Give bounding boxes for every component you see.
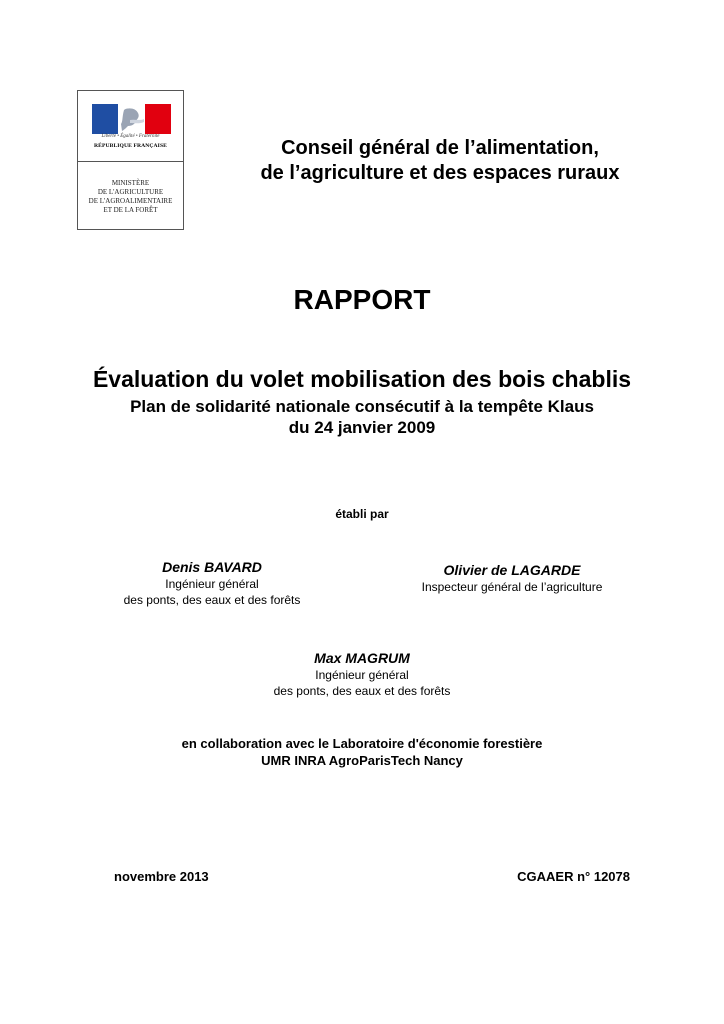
ministere-line: ET DE LA FORÊT [103,206,158,214]
ministere-line: MINISTÈRE [111,179,150,187]
ministere-line: DE L'AGROALIMENTAIRE [88,197,173,205]
collaboration-line-2: UMR INRA AgroParisTech Nancy [261,753,463,768]
logo-republique: RÉPUBLIQUE FRANÇAISE [93,143,168,149]
author-role: Inspecteur général de l’agriculture [421,580,603,594]
subtitle-line-1: Plan de solidarité nationale consécutif à la tempête Klaus [130,397,594,416]
logo-devise: Liberté • Égalité • Fraternité [101,134,160,139]
council-line-1: Conseil général de l’alimentation, [281,137,599,159]
flag-blue-band [92,104,118,134]
council-heading [230,136,650,186]
author-name: Olivier de LAGARDE [443,562,581,578]
report-title: Évaluation du volet mobilisation des bois chablis [92,366,632,392]
etabli-par-label: établi par [335,507,389,521]
marianne-block [78,91,183,162]
author-denis-bavard [92,558,332,608]
author-role: Ingénieur général [165,577,259,591]
author-role: des ponts, des eaux et des forêts [123,593,301,607]
collaboration-note [0,735,724,769]
author-olivier-de-lagarde [392,561,632,595]
report-reference: CGAAER n° 12078 [517,869,630,884]
ministry-logo [77,90,184,230]
flag-red-band [145,104,171,134]
author-name: Denis BAVARD [162,559,262,575]
marianne-profile-icon [118,104,145,134]
report-subtitle [0,396,724,438]
author-name: Max MAGRUM [314,650,410,666]
flag-white-band [118,104,145,134]
ministere-line: DE L'AGRICULTURE [97,188,164,196]
council-line-2: de l’agriculture et des espaces ruraux [260,162,620,184]
report-date: novembre 2013 [114,869,209,884]
logo-ministere [78,179,183,215]
author-max-magrum [242,649,482,699]
collaboration-line-1: en collaboration avec le Laboratoire d'économie forestière [181,736,543,751]
marianne-flag-icon [92,104,171,134]
report-label: RAPPORT [293,284,431,315]
author-role: Ingénieur général [315,668,409,682]
subtitle-line-2: du 24 janvier 2009 [288,418,436,437]
author-role: des ponts, des eaux et des forêts [273,684,451,698]
